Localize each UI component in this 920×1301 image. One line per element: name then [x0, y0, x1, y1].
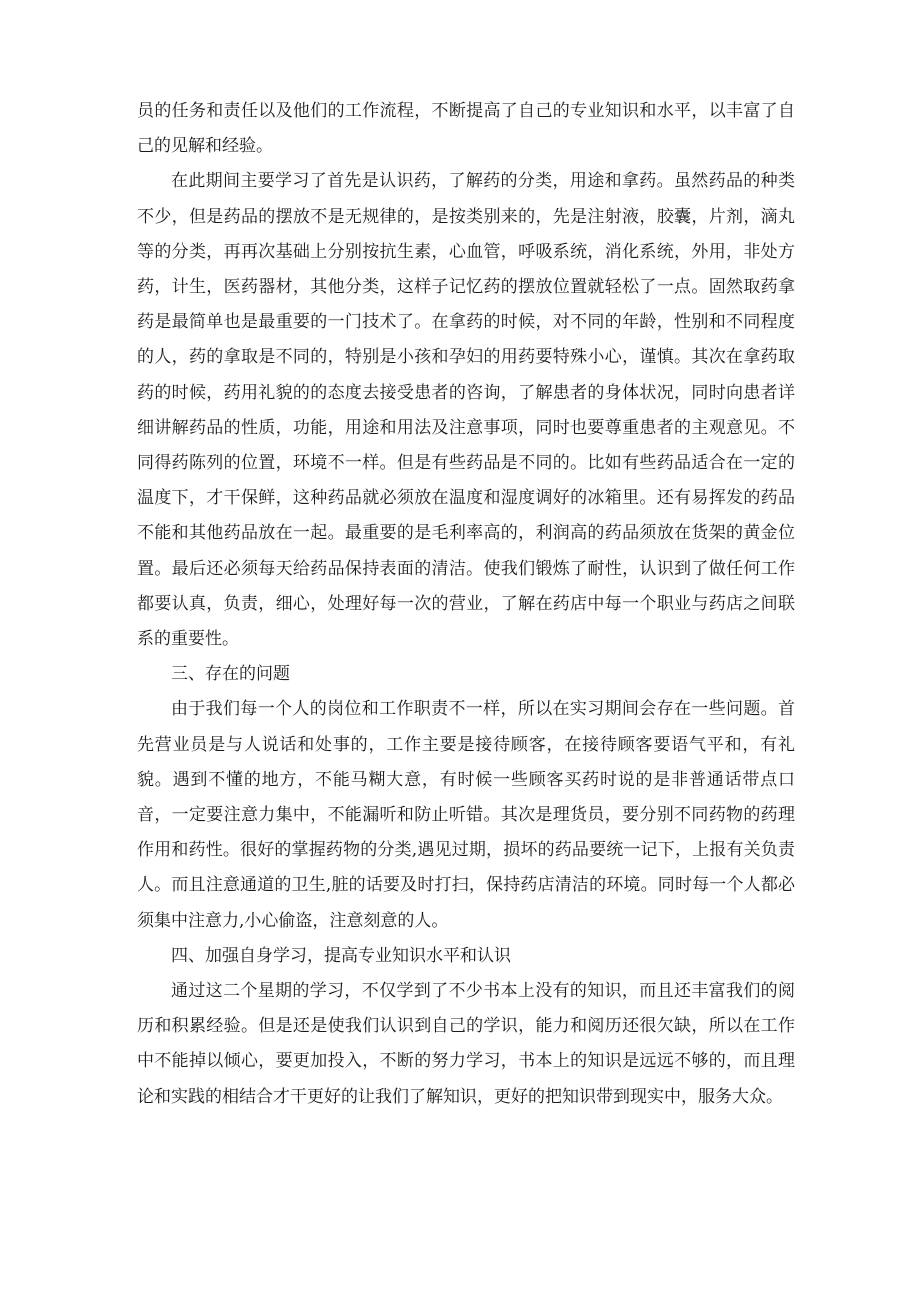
- section-heading-problems: 三、存在的问题: [171, 664, 290, 685]
- paragraph-study-content: 在此期间主要学习了首先是认识药，了解药的分类，用途和拿药。虽然药品的种类不少，但是药品的摆放不是无规律的，是按类别来的，先是注射液，胶囊，片剂，滴丸等的分类，再再次基础上分别按抗生素，心血管，呼吸系统，消化系统，外用，非处方药，计生，医药器材，其他分类，这样子记忆药的摆放位置就轻松了一点。固然取药拿药是最简单也是最重要的一门技术了。在拿药的时候，对不同的年龄，性别和不同程度的人，药的拿取是不同的，特别是小孩和孕妇的用药要特殊小心，谨慎。其次在拿药取药的时候，药用礼貌的的态度去接受患者的咨询，了解患者的身体状况，同时向患者详细讲解药品的性质，功能，用途和用法及注意事项，同时也要尊重患者的主观意见。不同得药陈列的位置，环境不一样。但是有些药品是不同的。比如有些药品适合在一定的温度下，才干保鲜，这种药品就必须放在温度和湿度调好的冰箱里。还有易挥发的药品不能和其他药品放在一起。最重要的是毛利率高的，利润高的药品须放在货架的黄金位置。最后还必须每天给药品保持表面的清洁。使我们锻炼了耐性，认识到了做任何工作都要认真，负责，细心，处理好每一次的营业，了解在药店中每一个职业与药店之间联系的重要性。: [137, 171, 795, 650]
- section-heading-learning: 四、加强自身学习，提高专业知识水平和认识: [171, 945, 511, 966]
- document-body: [137, 94, 795, 1115]
- paragraph-learning: 通过这二个星期的学习，不仅学到了不少书本上没有的知识，而且还丰富我们的阅历和积累经验。但是还是使我们认识到自己的学识，能力和阅历还很欠缺，所以在工作中不能掉以倾心，要更加投入，不断的努力学习，书本上的知识是远远不够的，而且理论和实践的相结合才干更好的让我们了解知识，更好的把知识带到现实中，服务大众。: [137, 981, 795, 1107]
- paragraph-problems: 由于我们每一个人的岗位和工作职责不一样，所以在实习期间会存在一些问题。首先营业员是与人说话和处事的，工作主要是接待顾客，在接待顾客要语气平和，有礼貌。遇到不懂的地方，不能马糊大意，有时候一些顾客买药时说的是非普通话带点口音，一定要注意力集中，不能漏听和防止听错。其次是理货员，要分别不同药物的药理作用和药性。很好的掌握药物的分类,遇见过期，损坏的药品要统一记下，上报有关负责人。而且注意通道的卫生,脏的话要及时打扫，保持药店清洁的环境。同时每一个人都必须集中注意力,小心偷盗，注意刻意的人。: [137, 699, 795, 931]
- paragraph-continuation: 员的任务和责任以及他们的工作流程，不断提高了自己的专业知识和水平，以丰富了自己的见解和经验。: [137, 101, 795, 157]
